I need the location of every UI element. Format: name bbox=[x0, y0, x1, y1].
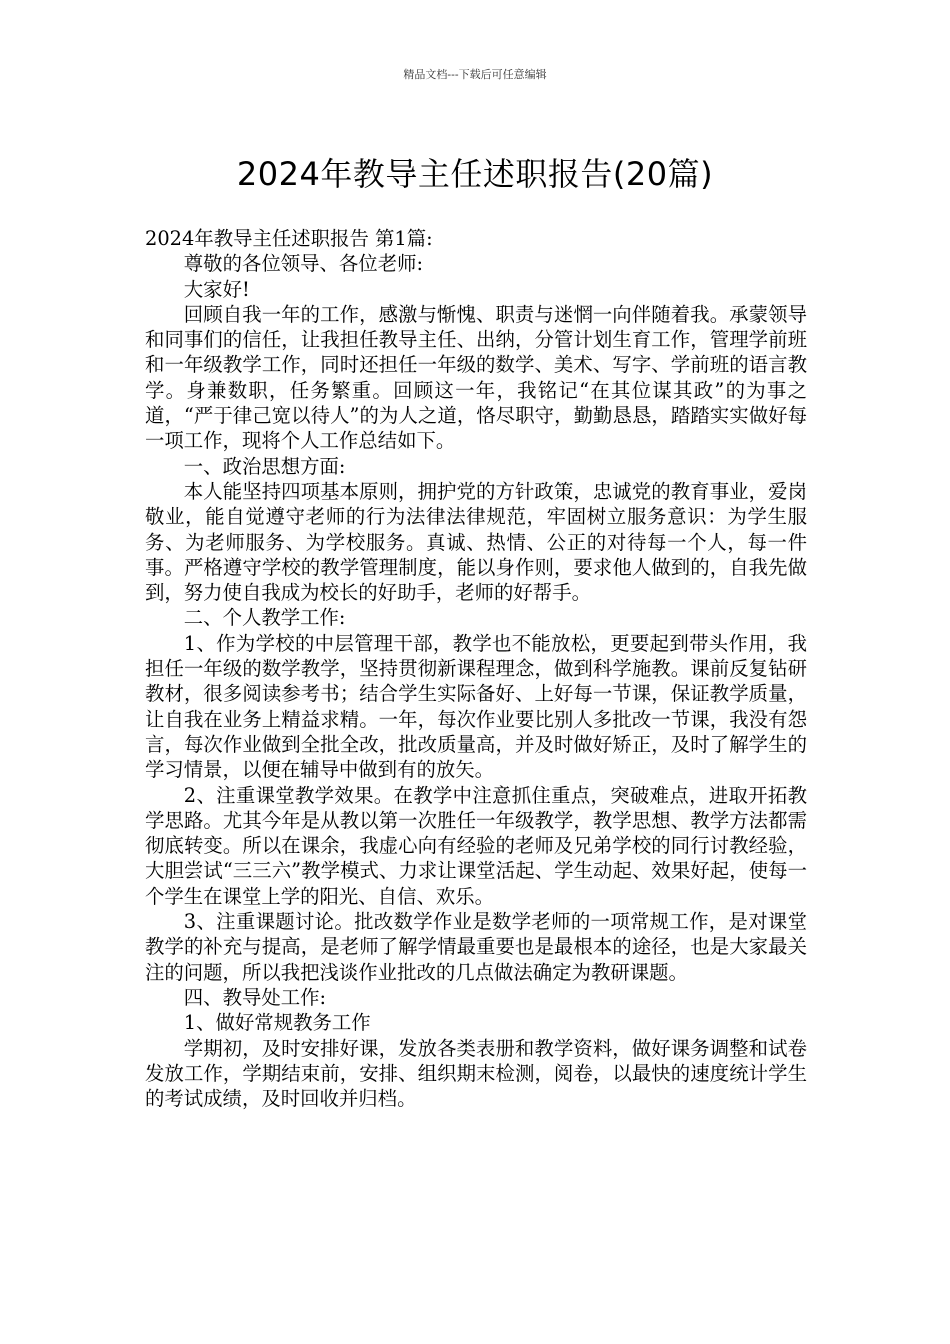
document-title: 2024年教导主任述职报告(20篇) bbox=[236, 155, 714, 194]
document-body bbox=[145, 226, 807, 1111]
paragraph-teaching-item-3: 3、注重课题讨论。批改数学作业是数学老师的一项常规工作，是对课堂教学的补充与提高，是老师了解学情最重要也是最根本的途径，也是大家最关注的问题，所以我把浅谈作业批改的几点做法确定为教研课题。 bbox=[145, 910, 807, 984]
subheading-routine-affairs: 1、做好常规教务工作 bbox=[183, 1011, 371, 1035]
section-heading-part-1: 2024年教导主任述职报告 第1篇: bbox=[145, 227, 433, 250]
header-note: 精品文档---下载后可任意编辑 bbox=[403, 68, 547, 81]
salutation: 尊敬的各位领导、各位老师: bbox=[183, 252, 424, 276]
heading-political-thought: 一、政治思想方面: bbox=[183, 454, 346, 478]
heading-academic-office-work: 四、教导处工作: bbox=[183, 985, 327, 1009]
paragraph-teaching-item-1: 1、作为学校的中层管理干部，教学也不能放松，更要起到带头作用，我担任一年级的数学教学，坚持贯彻新课程理念，做到科学施教。课前反复钻研教材，很多阅读参考书；结合学生实际备好、上好每一节课，保证教学质量，让自我在业务上精益求精。一年，每次作业要比别人多批改一节课，我没有怨言，每次作业做到全批全改，批改质量高，并及时做好矫正，及时了解学生的学习情景，以便在辅导中做到有的放矢。 bbox=[145, 631, 807, 782]
intro-paragraph: 回顾自我一年的工作，感激与惭愧、职责与迷惘一向伴随着我。承蒙领导和同事们的信任，让我担任教导主任、出纳，分管计划生育工作，管理学前班和一年级教学工作，同时还担任一年级的数学、美术、写字、学前班的语言教学。身兼数职，任务繁重。回顾这一年，我铭记“在其位谋其政”的为事之道，“严于律己宽以待人”的为人之道，恪尽职守，勤勤恳恳，踏踏实实做好每一项工作，现将个人工作总结如下。 bbox=[145, 302, 807, 453]
paragraph-routine-affairs: 学期初，及时安排好课，发放各类表册和教学资料，做好课务调整和试卷发放工作，学期结束前，安排、组织期末检测，阅卷，以最快的速度统计学生的考试成绩，及时回收并归档。 bbox=[145, 1036, 807, 1111]
paragraph-teaching-item-2: 2、注重课堂教学效果。在教学中注意抓住重点，突破难点，进取开拓教学思路。尤其今年是从教以第一次胜任一年级教学，教学思想、教学方法都需彻底转变。所以在课余，我虚心向有经验的老师及兄弟学校的同行讨教经验，大胆尝试“三三六”教学模式、力求让课堂活起、学生动起、效果好起，使每一个学生在课堂上学的阳光、自信、欢乐。 bbox=[145, 783, 807, 908]
greeting: 大家好! bbox=[183, 277, 250, 301]
paragraph-political-thought: 本人能坚持四项基本原则，拥护党的方针政策，忠诚党的教育事业，爱岗敬业，能自觉遵守老师的行为法律法律规范，牢固树立服务意识：为学生服务、为老师服务、为学校服务。真诚、热情、公正的对待每一个人，每一件事。严格遵守学校的教学管理制度，能以身作则，要求他人做到的，自我先做到，努力使自我成为校长的好助手，老师的好帮手。 bbox=[145, 479, 807, 605]
heading-personal-teaching: 二、个人教学工作: bbox=[183, 606, 346, 630]
